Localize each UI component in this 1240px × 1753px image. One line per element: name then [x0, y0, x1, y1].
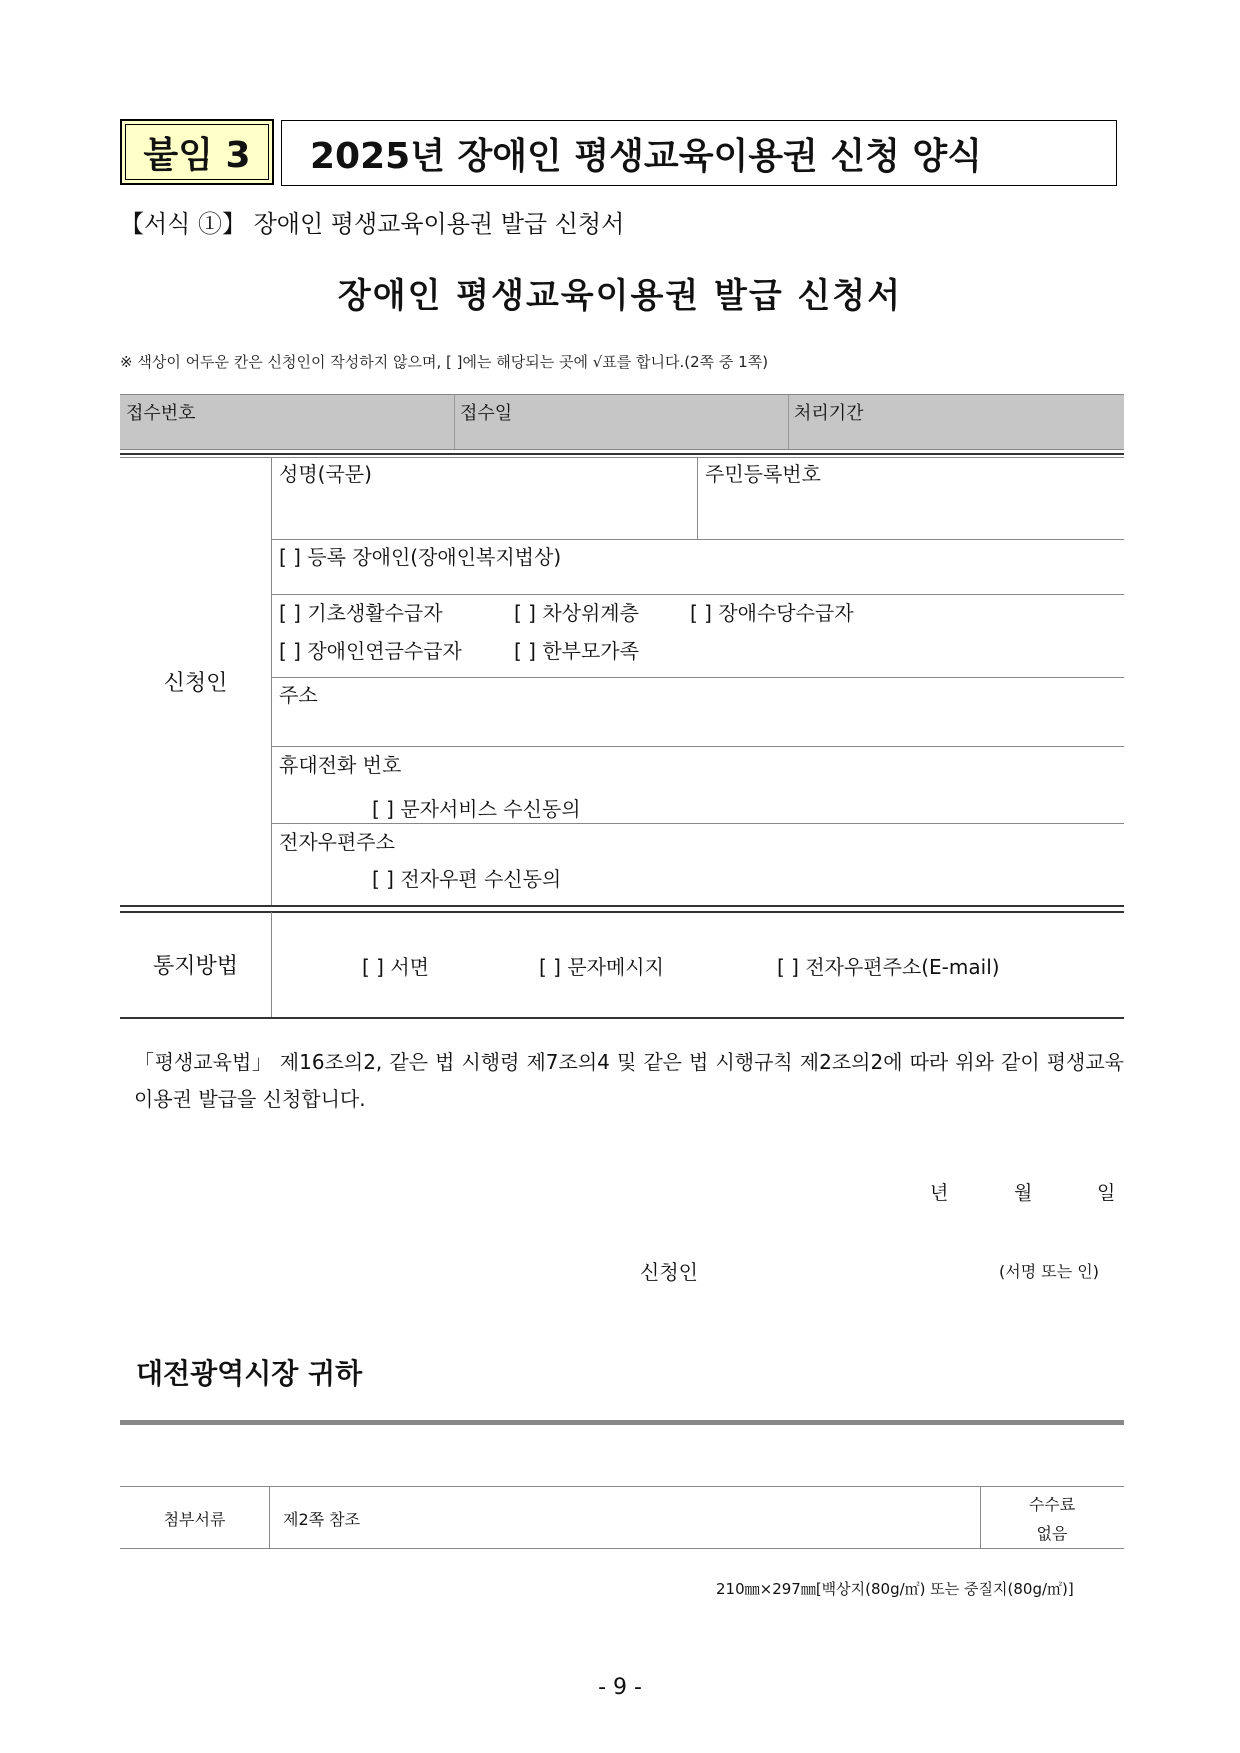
disability-allowance-checkbox[interactable]: [ ] 장애수당수급자	[690, 601, 854, 625]
notification-label: 통지방법	[152, 954, 238, 979]
paper-spec: 210㎜×297㎜[백상지(80g/㎡) 또는 중질지(80g/㎡)]	[716, 1580, 1074, 1598]
rrn-field-label: 주민등록번호	[705, 462, 821, 486]
form-label: 【서식 ①】 장애인 평생교육이용권 발급 신청서	[120, 210, 625, 238]
receipt-date-label: 접수일	[460, 403, 513, 424]
receipt-number-label: 접수번호	[126, 403, 196, 424]
page-number: - 9 -	[598, 1675, 642, 1700]
date-year: 년	[930, 1182, 949, 1204]
notify-paper-checkbox[interactable]: [ ] 서면	[362, 955, 429, 979]
applicant-label: 신청인	[163, 671, 228, 696]
declaration-text: 「평생교육법」 제16조의2, 같은 법 시행령 제7조의4 및 같은 법 시행규칙 제2조의2에 따라 위와 같이 평생교육이용권 발급을 신청합니다.	[134, 1050, 1124, 1111]
attachment-badge-text: 붙임 3	[143, 134, 251, 176]
date-day: 일	[1097, 1182, 1116, 1204]
table-divider	[269, 1486, 270, 1548]
address-field-label: 주소	[279, 683, 318, 707]
processing-period-label: 처리기간	[794, 403, 864, 424]
signature-label: 신청인	[640, 1260, 698, 1284]
phone-field-label: 휴대전화 번호	[279, 753, 402, 777]
email-consent-checkbox[interactable]: [ ] 전자우편 수신동의	[372, 867, 562, 891]
attachments-value: 제2쪽 참조	[283, 1510, 361, 1529]
recipient: 대전광역시장 귀하	[136, 1357, 363, 1390]
main-title: 장애인 평생교육이용권 발급 신청서	[337, 276, 903, 316]
near-poverty-checkbox[interactable]: [ ] 차상위계층	[514, 601, 639, 625]
table-top-border	[120, 1486, 1124, 1487]
notify-sms-checkbox[interactable]: [ ] 문자메시지	[539, 955, 664, 979]
basic-livelihood-checkbox[interactable]: [ ] 기초생활수급자	[279, 601, 443, 625]
signature-hint: (서명 또는 인)	[999, 1262, 1099, 1281]
name-field-label: 성명(국문)	[279, 462, 372, 486]
table-bottom-border	[120, 1548, 1124, 1549]
document-title: 2025년 장애인 평생교육이용권 신청 양식	[310, 135, 982, 177]
sms-consent-checkbox[interactable]: [ ] 문자서비스 수신동의	[372, 797, 581, 821]
notify-email-checkbox[interactable]: [ ] 전자우편주소(E-mail)	[777, 955, 1000, 979]
notice-text: ※ 색상이 어두운 칸은 신청인이 작성하지 않으며, [ ]에는 해당되는 곳에 √표를 합니다.(2쪽 중 1쪽)	[120, 353, 769, 371]
single-parent-checkbox[interactable]: [ ] 한부모가족	[514, 639, 639, 663]
registered-disabled-checkbox[interactable]: [ ] 등록 장애인(장애인복지법상)	[279, 545, 562, 569]
date-month: 월	[1014, 1182, 1033, 1204]
email-field-label: 전자우편주소	[279, 830, 395, 854]
disability-pension-checkbox[interactable]: [ ] 장애인연금수급자	[279, 639, 462, 663]
fee-label: 수수료	[1028, 1495, 1076, 1514]
attachments-label: 첨부서류	[163, 1510, 226, 1529]
fee-value: 없음	[1036, 1524, 1068, 1543]
